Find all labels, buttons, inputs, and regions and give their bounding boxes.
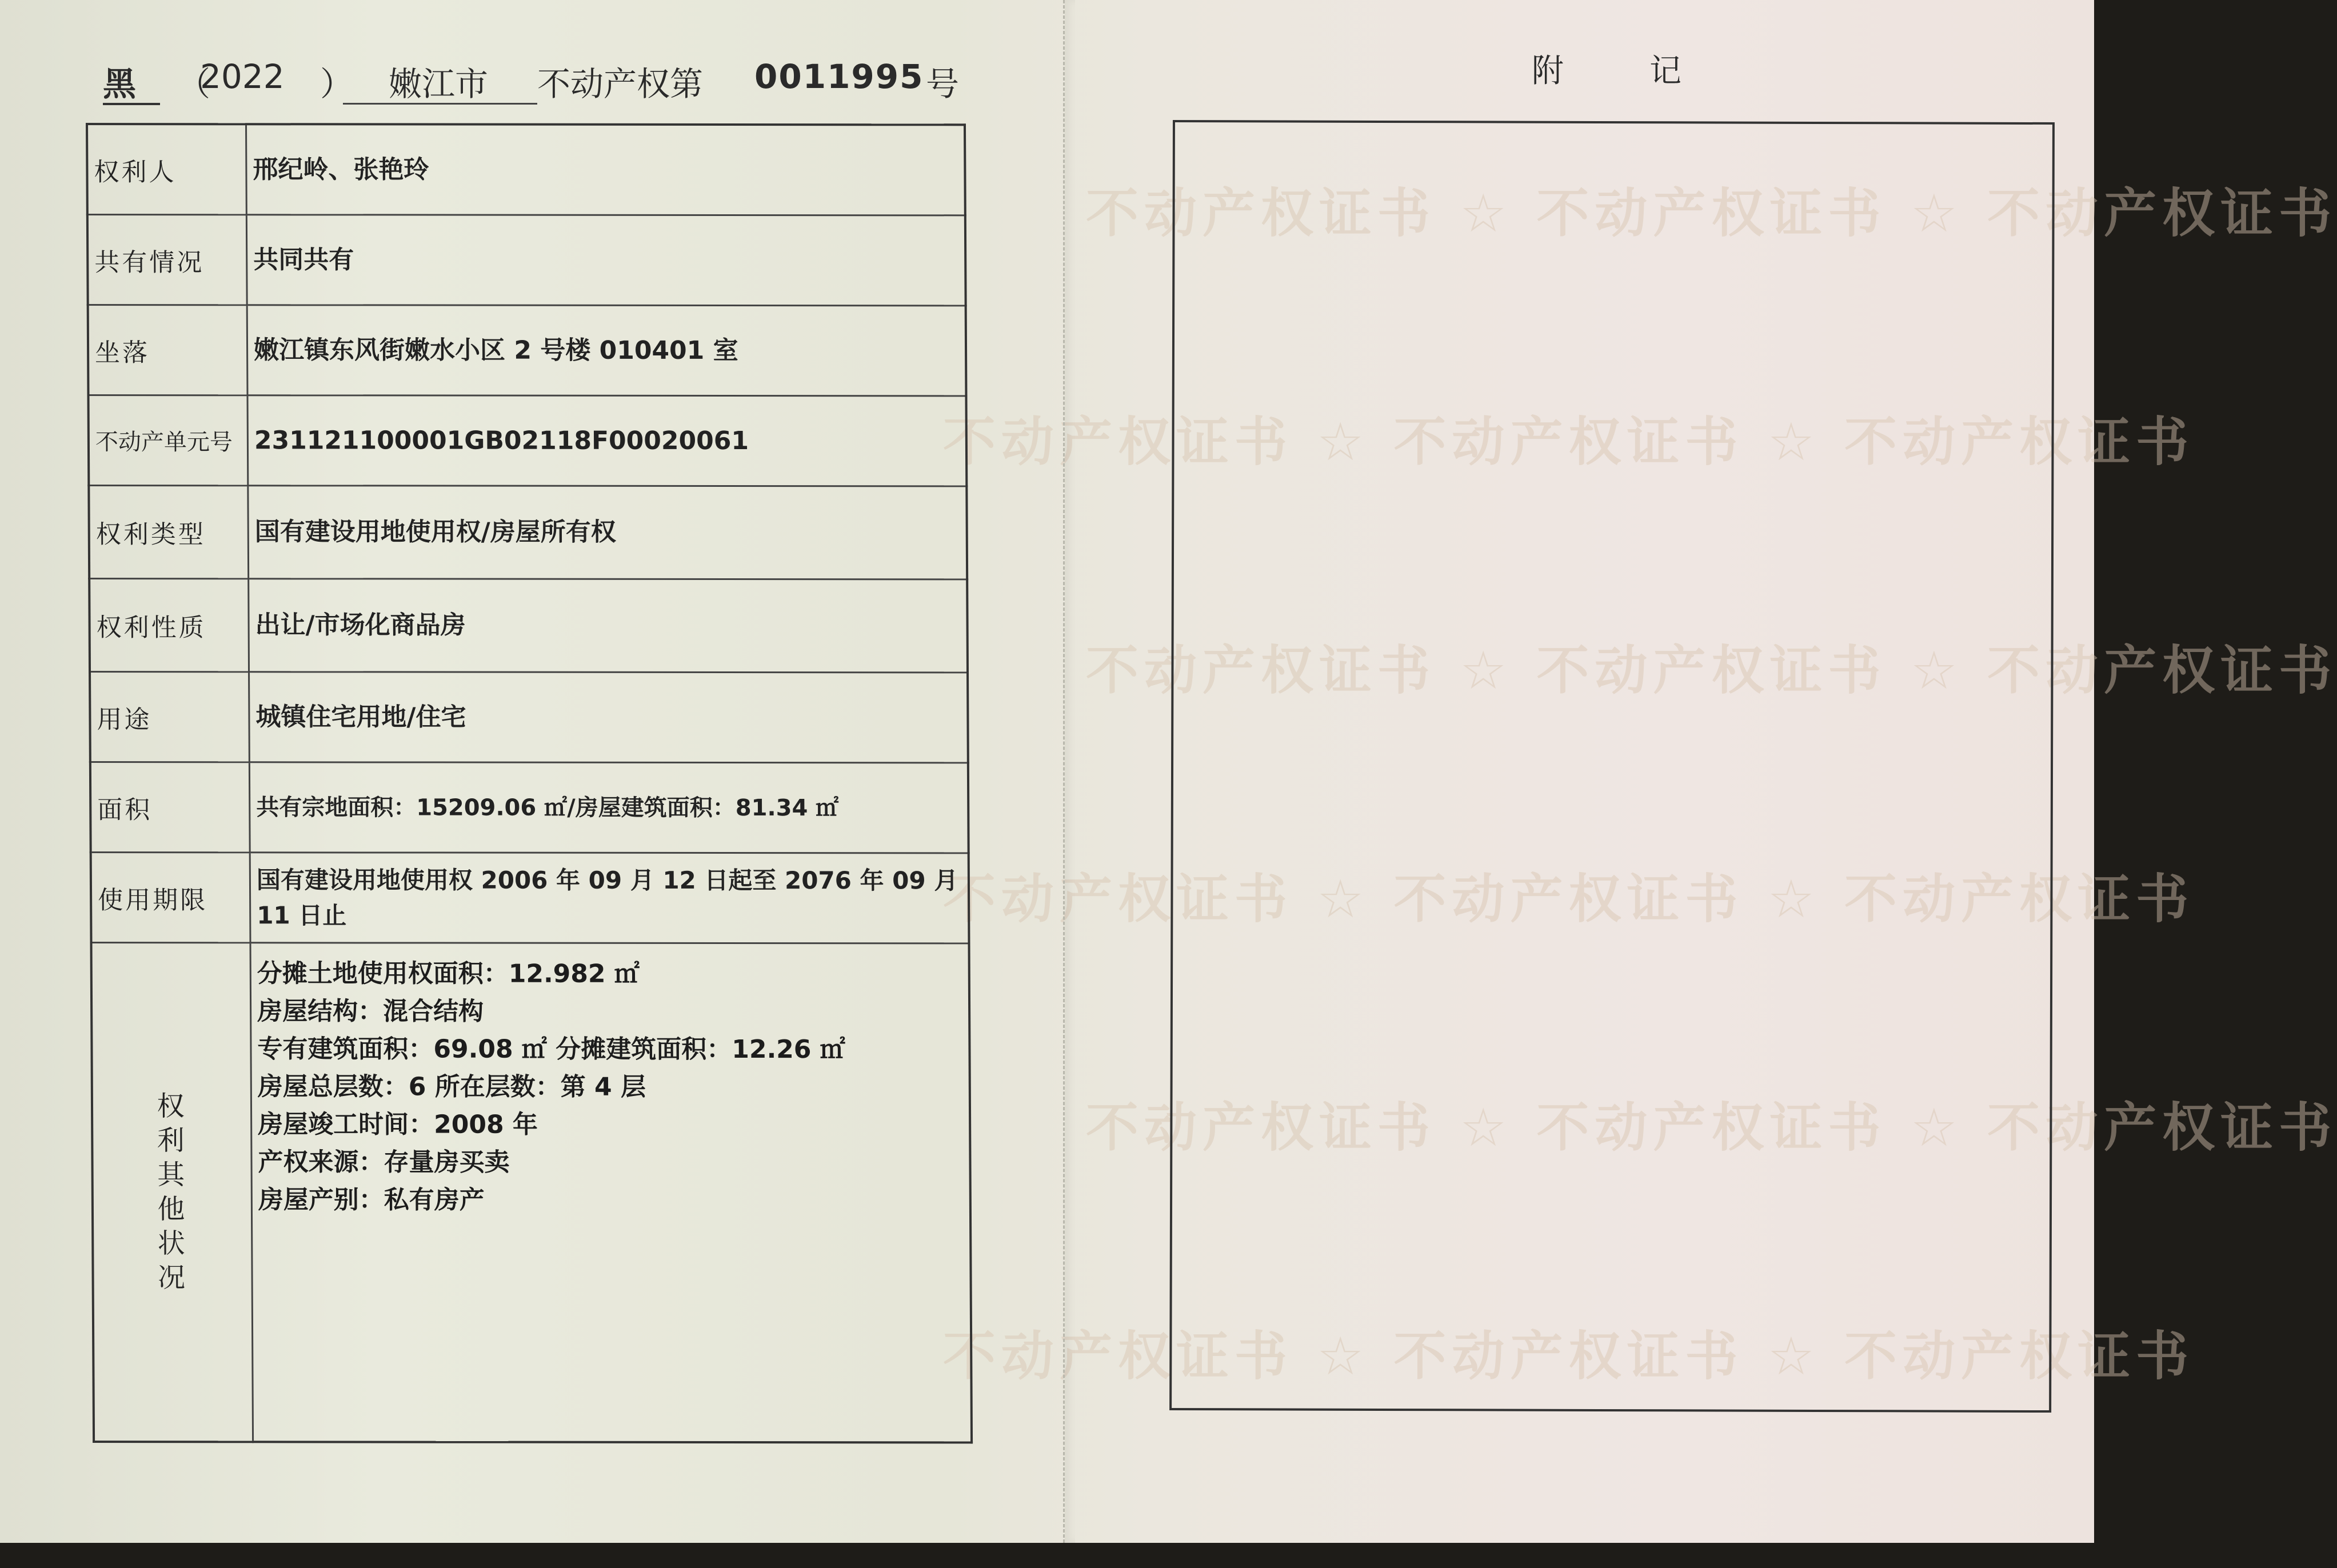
table-row — [89, 579, 968, 673]
watermark-line: 不动产权证书 ☆ 不动产权证书 ☆ 不动产权证书 — [1086, 1097, 2337, 1158]
watermark-line: 不动产权证书 ☆ 不动产权证书 ☆ 不动产权证书 — [1086, 183, 2337, 244]
field-value: 邢纪岭、张艳玲 — [246, 124, 965, 215]
table-row — [90, 762, 969, 853]
province-abbr: 黑 — [103, 65, 137, 103]
page-fold — [1063, 0, 1075, 1543]
watermark-line: 不动产权证书 ☆ 不动产权证书 ☆ 不动产权证书 — [943, 869, 2195, 930]
other-status-line: 分摊土地使用权面积：12.982 ㎡ — [257, 959, 640, 989]
field-value: 出让/市场化商品房 — [249, 579, 968, 673]
table-row — [90, 672, 968, 763]
certificate-prefix: 不动产权第 — [537, 65, 704, 103]
other-status-line: 房屋总层数：6 所在层数：第 4 层 — [257, 1072, 646, 1102]
other-status-line: 专有建筑面积：69.08 ㎡ 分摊建筑面积：12.26 ㎡ — [257, 1034, 845, 1065]
label-char: 况 — [157, 1262, 188, 1294]
field-value: 231121100001GB02118F00020061 — [247, 395, 966, 486]
appendix-box — [1169, 120, 2055, 1413]
other-status-line: 房屋结构：混合结构 — [257, 997, 484, 1026]
city-underline — [343, 103, 537, 105]
field-label: 共有情况 — [87, 215, 247, 305]
field-label: 坐落 — [88, 305, 247, 395]
field-value: 国有建设用地使用权 2006 年 09 月 12 日起至 2076 年 09 月 11 日止 — [250, 853, 969, 943]
property-info-table — [86, 123, 973, 1443]
certificate-suffix: 号 — [926, 65, 960, 103]
table-row — [88, 305, 966, 396]
label-char: 状 — [157, 1227, 187, 1260]
field-label: 权利类型 — [89, 486, 248, 579]
field-value: 共有宗地面积：15209.06 ㎡/房屋建筑面积：81.34 ㎡ — [249, 762, 968, 853]
label-char: 其 — [157, 1159, 187, 1191]
watermark-line: 不动产权证书 ☆ 不动产权证书 ☆ 不动产权证书 — [1086, 640, 2337, 701]
label-char: 权 — [157, 1090, 187, 1123]
paren-close: ） — [320, 65, 354, 103]
field-value: 国有建设用地使用权/房屋所有权 — [248, 486, 967, 579]
field-label: 权利人 — [87, 124, 246, 215]
other-status-value — [250, 943, 972, 1443]
table-row — [91, 943, 972, 1443]
certificate-number: 0011995 — [754, 57, 924, 96]
field-value: 嫩江镇东风街嫩水小区 2 号楼 010401 室 — [247, 305, 966, 396]
table-row — [87, 124, 965, 215]
appendix-title: 附记 — [1532, 53, 1767, 90]
field-label: 权利性质 — [89, 579, 249, 672]
field-label: 面积 — [90, 762, 250, 853]
table-row — [87, 215, 966, 306]
field-label: 用途 — [90, 672, 249, 762]
other-status-line: 房屋产别：私有房产 — [258, 1185, 485, 1215]
table-row — [89, 486, 967, 579]
issuing-city: 嫩江市 — [389, 65, 489, 103]
field-value: 城镇住宅用地/住宅 — [249, 672, 968, 763]
table-row — [88, 395, 966, 486]
field-label: 使用期限 — [91, 853, 250, 943]
field-label: 不动产单元号 — [88, 395, 247, 486]
watermark-line: 不动产权证书 ☆ 不动产权证书 ☆ 不动产权证书 — [943, 411, 2195, 473]
other-status-label — [91, 943, 253, 1442]
province-underline — [103, 103, 160, 105]
label-char: 利 — [157, 1125, 187, 1157]
certificate-year: 2022 — [200, 57, 285, 96]
label-char: 他 — [157, 1193, 187, 1226]
paren-open: （ — [177, 65, 211, 103]
table-surface — [0, 1543, 2094, 1568]
other-status-line: 房屋竣工时间：2008 年 — [258, 1110, 538, 1139]
field-value: 共同共有 — [246, 215, 965, 306]
watermark-line: 不动产权证书 ☆ 不动产权证书 ☆ 不动产权证书 — [943, 1326, 2195, 1387]
other-status-line: 产权来源：存量房买卖 — [258, 1147, 510, 1177]
table-row — [91, 853, 969, 943]
